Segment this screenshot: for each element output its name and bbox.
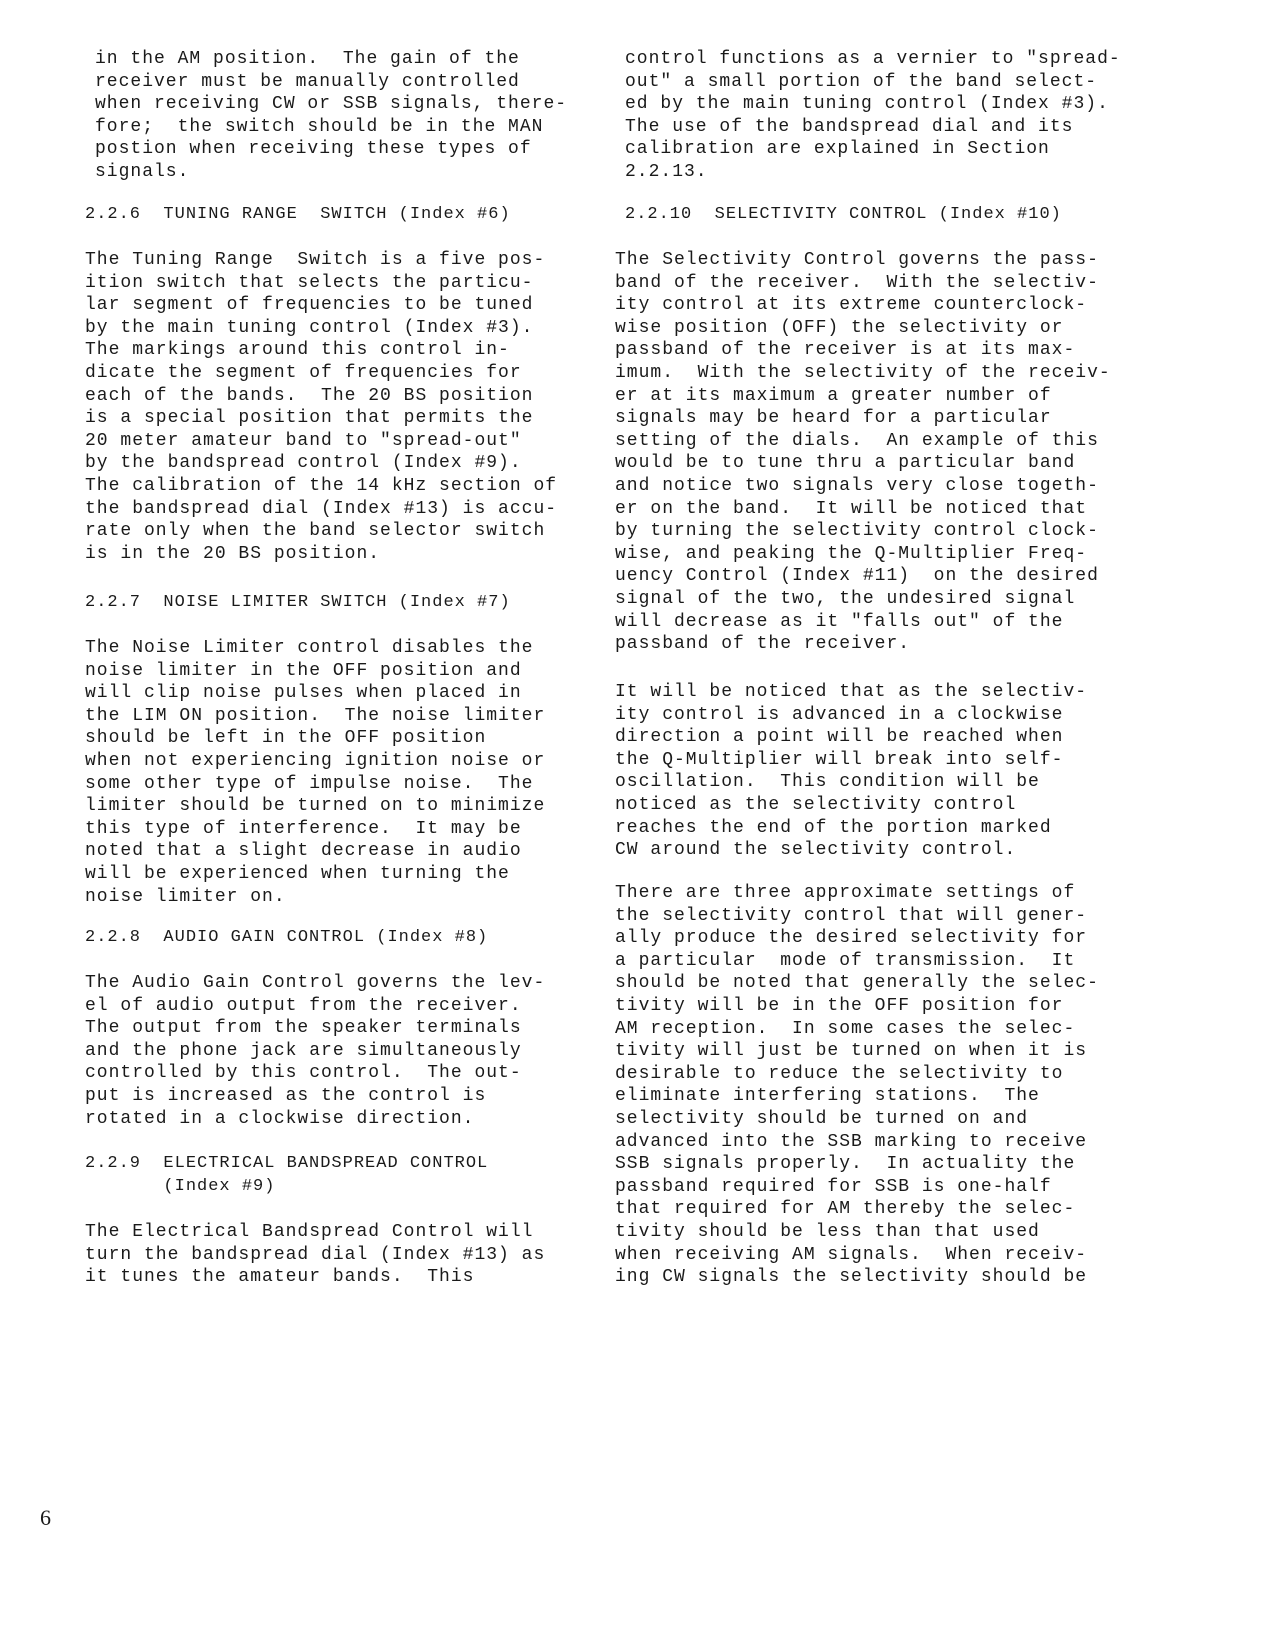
text-line: some other type of impulse noise. The [85,773,534,794]
text-line: limiter should be turned on to minimize [85,796,546,817]
text-line: signals. [95,161,190,182]
text-line: band of the receiver. With the selectiv- [615,272,1099,293]
text-line: SSB signals properly. In actuality the [615,1154,1076,1175]
text-line: controlled by this control. The out- [85,1063,522,1084]
text-line: 2.2.6 TUNING RANGE SWITCH (Index #6) [85,205,511,224]
text-line: 2.2.7 NOISE LIMITER SWITCH (Index #7) [85,593,511,612]
text-line: a particular mode of transmission. It [615,950,1076,971]
text-line: should be noted that generally the selec- [615,973,1099,994]
text-line: is in the 20 BS position. [85,543,381,564]
text-line: It will be noticed that as the selectiv- [615,682,1088,702]
text-line: the bandspread dial (Index #13) is accu- [85,498,558,519]
paragraph [85,1221,545,1289]
text-line: 2.2.13. [625,161,708,182]
paragraph [625,48,1121,184]
text-line: should be left in the OFF position [85,728,487,749]
text-line: lar segment of frequencies to be tuned [85,295,534,316]
text-line: er at its maximum a greater number of [615,385,1052,406]
text-line: (Index #9) [85,1176,276,1196]
text-line: The Tuning Range Switch is a five pos- [85,250,546,270]
paragraph [85,637,545,908]
text-line: The use of the bandspread dial and its [625,116,1074,137]
text-line: tivity should be less than that used [615,1221,1040,1242]
text-line: The output from the speaker terminals [85,1018,522,1039]
text-line: would be to tune thru a particular band [615,453,1076,474]
text-line: turn the bandspread dial (Index #13) as [85,1244,546,1265]
text-line: ity control at its extreme counterclock- [615,295,1088,316]
text-line: the Q-Multiplier will break into self- [615,749,1064,770]
text-line: 2.2.8 AUDIO GAIN CONTROL (Index #8) [85,928,489,947]
text-line: oscillation. This condition will be [615,772,1040,793]
text-line: The calibration of the 14 kHz section of [85,475,558,496]
text-line: by turning the selectivity control clock- [615,521,1099,542]
text-line: will be experienced when turning the [85,863,510,884]
section-heading [85,592,511,615]
text-line: will clip noise pulses when placed in [85,683,522,704]
text-line: dicate the segment of frequencies for [85,362,522,383]
text-line: direction a point will be reached when [615,727,1064,748]
text-line: and notice two signals very close togeth- [615,475,1099,496]
text-line: reaches the end of the portion marked [615,817,1052,838]
text-line: rate only when the band selector switch [85,521,546,542]
text-line: when receiving AM signals. When receiv- [615,1244,1088,1265]
text-line: put is increased as the control is [85,1085,487,1106]
text-line: er on the band. It will be noticed that [615,498,1088,519]
text-line: The Audio Gain Control governs the lev- [85,973,546,993]
text-line: the LIM ON position. The noise limiter [85,705,546,726]
text-line: The Selectivity Control governs the pass- [615,250,1099,270]
text-line: 2.2.9 ELECTRICAL BANDSPREAD CONTROL [85,1154,489,1173]
text-line: when receiving CW or SSB signals, there- [95,94,568,115]
text-line: fore; the switch should be in the MAN [95,116,544,137]
text-line: control functions as a vernier to "spread- [625,49,1121,69]
page-number: 6 [40,1505,51,1530]
paragraph [85,249,557,565]
text-line: postion when receiving these types of [95,139,532,160]
text-line: ity control is advanced in a clockwise [615,704,1064,725]
section-heading [85,1153,488,1198]
text-line: ally produce the desired selectivity for [615,928,1088,949]
text-line: 20 meter amateur band to "spread-out" [85,430,522,451]
section-heading [85,927,488,950]
text-line: The Noise Limiter control disables the [85,638,534,658]
text-line: noted that a slight decrease in audio [85,841,522,862]
text-line: receiver must be manually controlled [95,71,520,92]
paragraph [85,972,545,1130]
text-line: The Electrical Bandspread Control will [85,1222,534,1242]
text-line: this type of interference. It may be [85,818,522,839]
text-line: The markings around this control in- [85,340,510,361]
text-line: noise limiter in the OFF position and [85,660,522,681]
section-heading [625,204,1062,227]
text-line: the selectivity control that will gener- [615,905,1088,926]
text-line: it tunes the amateur bands. This [85,1267,475,1288]
text-line: There are three approximate settings of [615,883,1076,903]
text-line: wise, and peaking the Q-Multiplier Freq- [615,543,1088,564]
paragraph [615,681,1087,862]
text-line: rotated in a clockwise direction. [85,1108,475,1129]
text-line: each of the bands. The 20 BS position [85,385,534,406]
text-line: setting of the dials. An example of this [615,430,1099,451]
text-line: desirable to reduce the selectivity to [615,1063,1064,1084]
text-line: signal of the two, the undesired signal [615,588,1076,609]
text-line: noticed as the selectivity control [615,794,1017,815]
text-line: passband required for SSB is one-half [615,1176,1052,1197]
text-line: wise position (OFF) the selectivity or [615,317,1064,338]
text-line: noise limiter on. [85,886,286,907]
text-line: ed by the main tuning control (Index #3). [625,94,1109,115]
text-line: ition switch that selects the particu- [85,272,534,293]
paragraph [95,48,567,184]
text-line: tivity will be in the OFF position for [615,995,1064,1016]
text-line: calibration are explained in Section [625,139,1050,160]
text-line: AM reception. In some cases the selec- [615,1018,1076,1039]
text-line: when not experiencing ignition noise or [85,750,546,771]
text-line: imum. With the selectivity of the receiv- [615,362,1111,383]
text-line: will decrease as it "falls out" of the [615,611,1064,632]
text-line: that required for AM thereby the selec- [615,1199,1076,1220]
text-line: in the AM position. The gain of the [95,49,520,69]
text-line: el of audio output from the receiver. [85,995,522,1016]
section-heading [85,204,511,227]
text-line: passband of the receiver. [615,634,911,655]
text-line: out" a small portion of the band select- [625,71,1098,92]
text-line: signals may be heard for a particular [615,408,1052,429]
paragraph [615,882,1099,1289]
text-line: by the main tuning control (Index #3). [85,317,534,338]
text-line: uency Control (Index #11) on the desired [615,566,1099,587]
text-line: by the bandspread control (Index #9). [85,453,522,474]
text-line: eliminate interfering stations. The [615,1086,1040,1107]
text-line: CW around the selectivity control. [615,840,1017,861]
text-line: selectivity should be turned on and [615,1108,1029,1129]
text-line: and the phone jack are simultaneously [85,1040,522,1061]
text-line: advanced into the SSB marking to receive [615,1131,1088,1152]
text-line: tivity will just be turned on when it is [615,1041,1088,1062]
text-line: is a special position that permits the [85,408,534,429]
text-line: 2.2.10 SELECTIVITY CONTROL (Index #10) [625,205,1062,224]
paragraph [615,249,1111,656]
text-line: passband of the receiver is at its max- [615,340,1076,361]
text-line: ing CW signals the selectivity should be [615,1267,1088,1288]
